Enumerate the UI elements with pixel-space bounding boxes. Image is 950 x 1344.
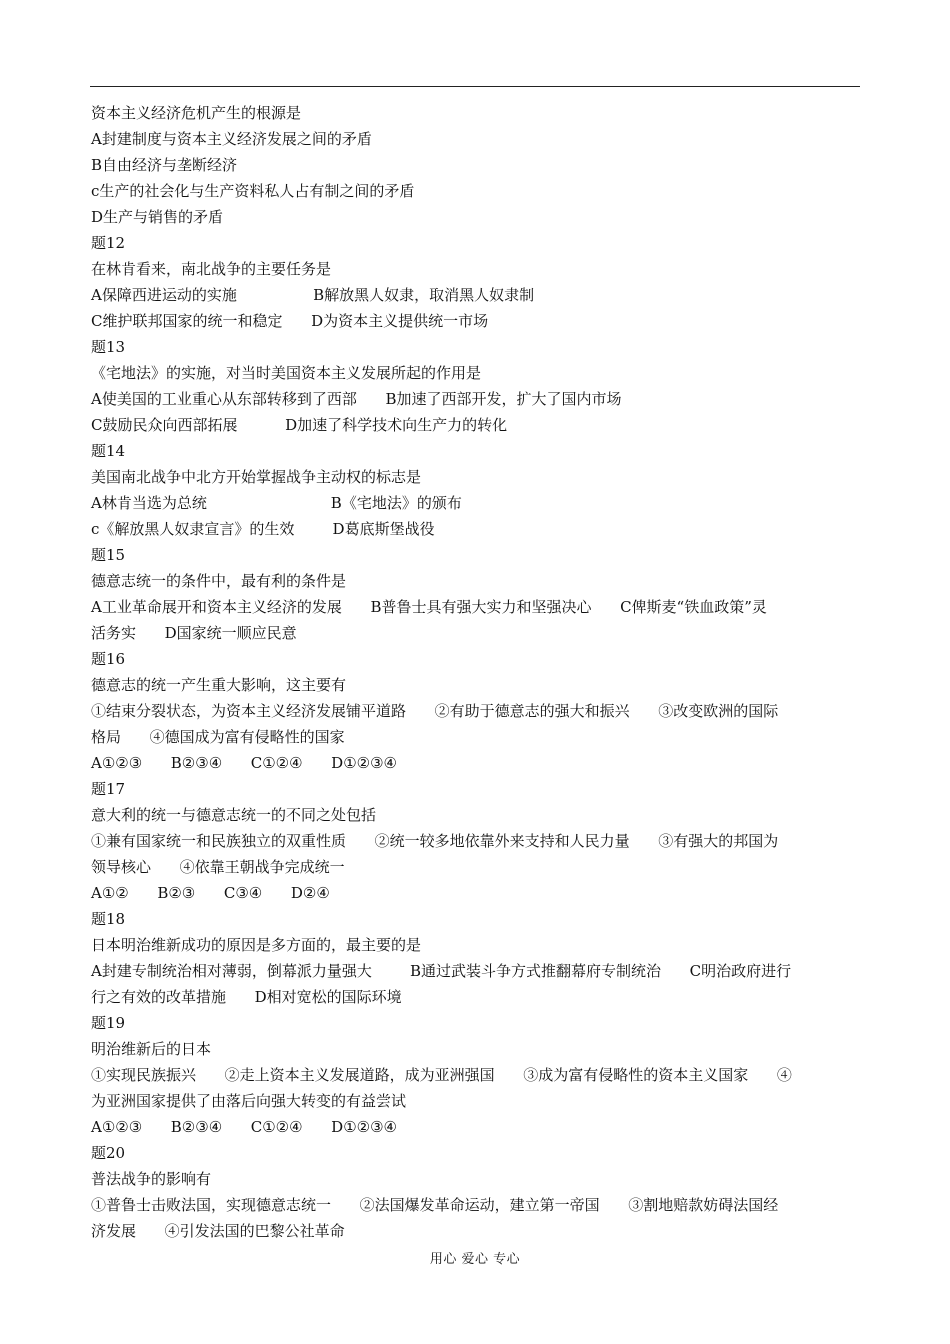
question-text: 普法战争的影响有 (91, 1170, 212, 1188)
question-number: 题20 (91, 1144, 126, 1162)
document-body (91, 100, 861, 1244)
statement-options: 为亚洲国家提供了由落后向强大转变的有益尝试 (91, 1092, 407, 1110)
answer-options: A①②③ B②③④ C①②④ D①②③④ (91, 1118, 397, 1136)
answer-options: C鼓励民众向西部拓展 D加速了科学技术向生产力的转化 (91, 416, 508, 434)
question-number: 题16 (91, 650, 126, 668)
statement-options: 格局 ④德国成为富有侵略性的国家 (91, 728, 345, 746)
question-number: 题17 (91, 780, 126, 798)
statement-options: ①结束分裂状态，为资本主义经济发展铺平道路 ②有助于德意志的强大和振兴 ③改变欧洲的国际 (91, 702, 779, 720)
answer-options: A工业革命展开和资本主义经济的发展 B普鲁士具有强大实力和坚强决心 C俾斯麦“铁血政策”灵 (91, 598, 767, 616)
answer-options: A使美国的工业重心从东部转移到了西部 B加速了西部开发，扩大了国内市场 (91, 390, 622, 408)
answer-options: A封建专制统治相对薄弱，倒幕派力量强大 B通过武装斗争方式推翻幕府专制统治 C明治政府进行 (91, 962, 792, 980)
answer-options: c《解放黑人奴隶宣言》的生效 D葛底斯堡战役 (91, 520, 435, 538)
statement-options: 领导核心 ④依靠王朝战争完成统一 (91, 858, 345, 876)
statement-options: ①兼有国家统一和民族独立的双重性质 ②统一较多地依靠外来支持和人民力量 ③有强大的邦国为 (91, 832, 779, 850)
answer-options: A林肯当选为总统 B《宅地法》的颁布 (91, 494, 462, 512)
question-number: 题15 (91, 546, 126, 564)
page-footer: 用心 爱心 专心 (429, 1252, 521, 1267)
text-line: B自由经济与垄断经济 (91, 156, 238, 174)
question-text: 美国南北战争中北方开始掌握战争主动权的标志是 (91, 468, 422, 486)
statement-options: ①普鲁士击败法国，实现德意志统一 ②法国爆发革命运动，建立第一帝国 ③割地赔款妨碍法国经 (91, 1196, 779, 1214)
answer-options: A保障西进运动的实施 B解放黑人奴隶，取消黑人奴隶制 (91, 286, 535, 304)
question-number: 题14 (91, 442, 126, 460)
answer-options: A①②③ B②③④ C①②④ D①②③④ (91, 754, 397, 772)
question-number: 题18 (91, 910, 126, 928)
question-number: 题12 (91, 234, 126, 252)
question-text: 《宅地法》的实施，对当时美国资本主义发展所起的作用是 (91, 364, 482, 382)
question-text: 明治维新后的日本 (91, 1040, 212, 1058)
text-line: A封建制度与资本主义经济发展之间的矛盾 (91, 130, 372, 148)
question-number: 题13 (91, 338, 126, 356)
answer-options: 行之有效的改革措施 D相对宽松的国际环境 (91, 988, 402, 1006)
question-text: 意大利的统一与德意志统一的不同之处包括 (91, 806, 377, 824)
question-text: 德意志的统一产生重大影响，这主要有 (91, 676, 347, 694)
header-rule (90, 86, 860, 87)
answer-options: A①② B②③ C③④ D②④ (91, 884, 330, 902)
answer-options: C维护联邦国家的统一和稳定 D为资本主义提供统一市场 (91, 312, 489, 330)
text-line: D生产与销售的矛盾 (91, 208, 224, 226)
answer-options: 活务实 D国家统一顺应民意 (91, 624, 297, 642)
statement-options: ①实现民族振兴 ②走上资本主义发展道路，成为亚洲强国 ③成为富有侵略性的资本主义国家 ④ (91, 1066, 792, 1084)
statement-options: 济发展 ④引发法国的巴黎公社革命 (91, 1222, 345, 1240)
question-text: 德意志统一的条件中，最有利的条件是 (91, 572, 347, 590)
question-text: 日本明治维新成功的原因是多方面的，最主要的是 (91, 936, 422, 954)
question-number: 题19 (91, 1014, 126, 1032)
text-line: c生产的社会化与生产资料私人占有制之间的矛盾 (91, 182, 415, 200)
question-text: 在林肯看来，南北战争的主要任务是 (91, 260, 332, 278)
text-line: 资本主义经济危机产生的根源是 (91, 104, 302, 122)
